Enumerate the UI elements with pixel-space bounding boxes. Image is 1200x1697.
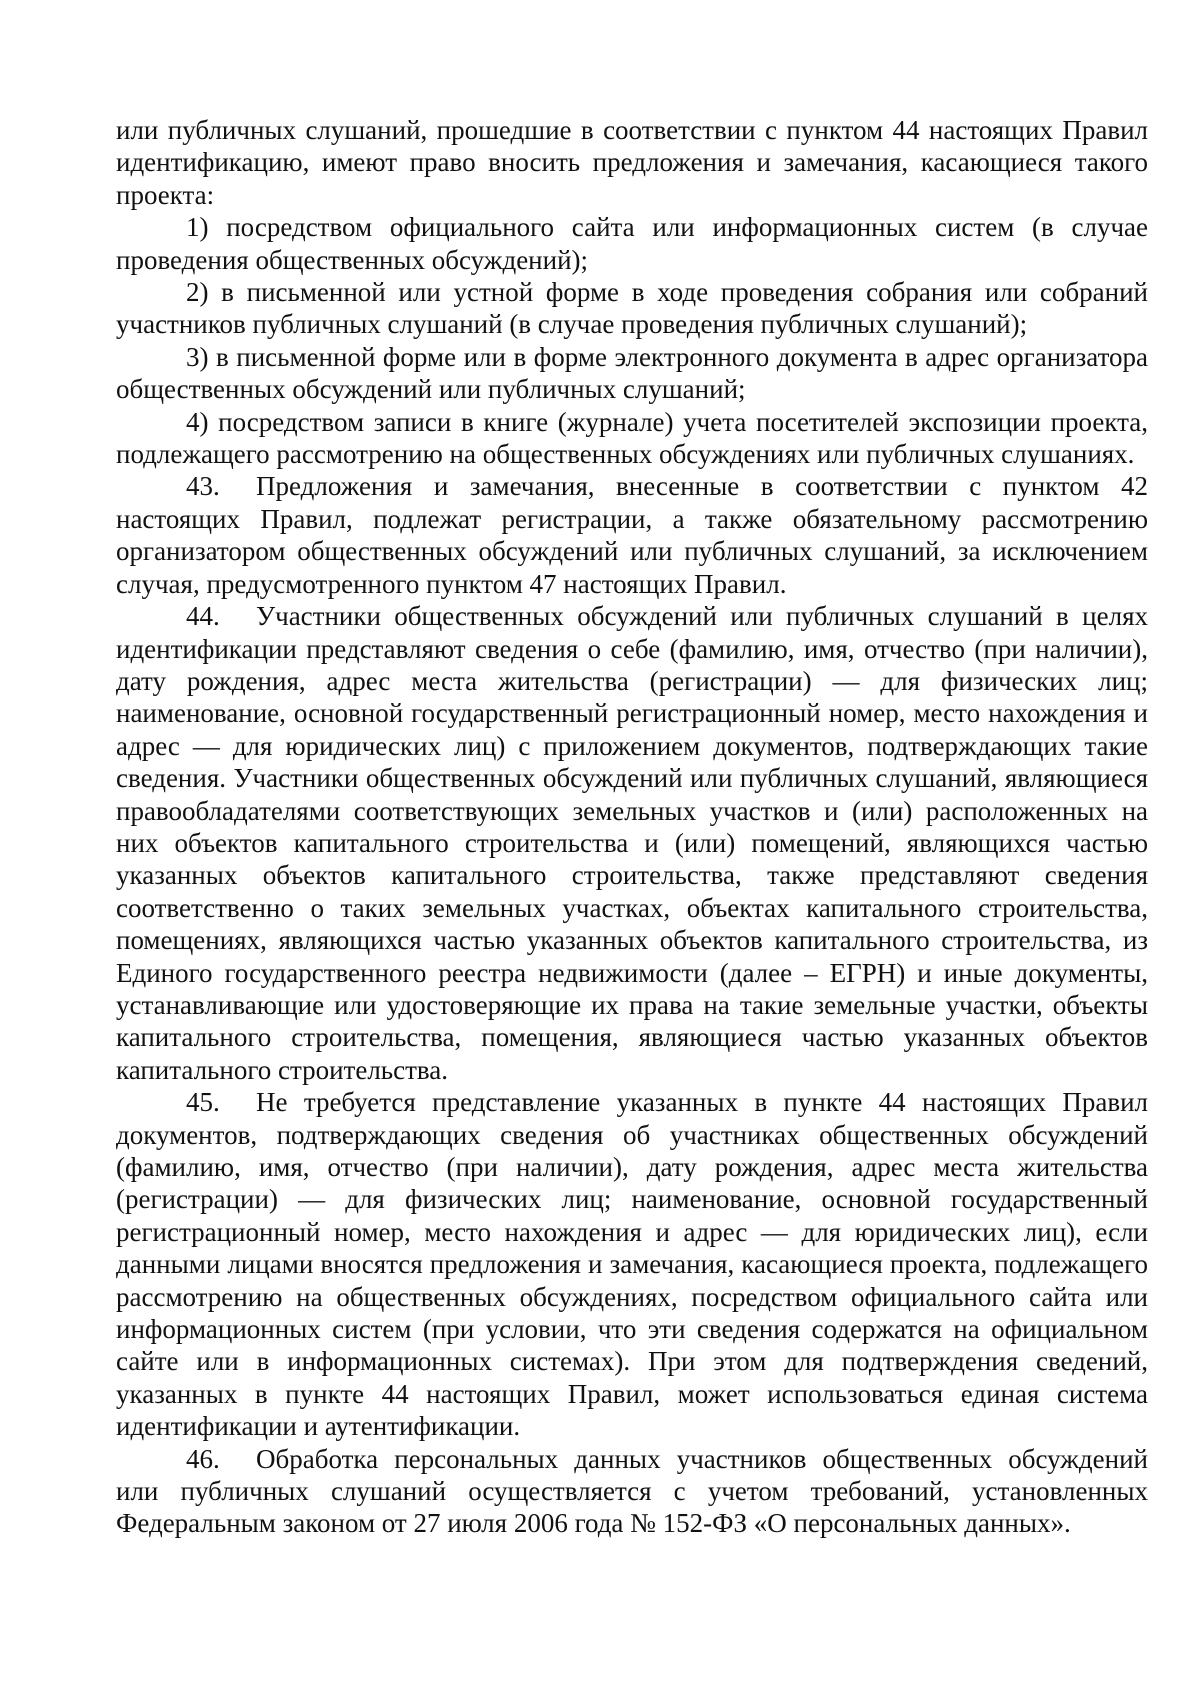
paragraph-number: 44. bbox=[186, 601, 220, 632]
paragraph-text: 4) посредством записи в книге (журнале) учета посетителей экспозиции проекта, подлежащего рассмотрению на общественных обсуждениях или публичных слушаниях. bbox=[116, 406, 1148, 470]
paragraph-text: Предложения и замечания, внесенные в соответствии с пунктом 42 настоящих Правил, подлежат регистрации, а также обязательному рассмотрению организатором общественных обсуждений или публичных слушаний, за исключением случая, предусмотренного пунктом 47 настоящих Правил. bbox=[116, 471, 1148, 599]
paragraph-46 bbox=[116, 1443, 1148, 1540]
paragraph-text: 3) в письменной форме или в форме электронного документа в адрес организатора общественных обсуждений или публичных слушаний; bbox=[116, 341, 1148, 405]
paragraph-text: Участники общественных обсуждений или публичных слушаний в целях идентификации представляют сведения о себе (фамилию, имя, отчество (при наличии), дату рождения, адрес места жительства (регистрации) — для физических лиц; наименование, основной государственный регистрационный номер, место нахождения и адрес — для юридических лиц) с приложением документов, подтверждающих такие сведения. Участники общественных обсуждений или публичных слушаний, являющиеся правообладателями соответствующих земельных участков и (или) расположенных на них объектов капитального строительства и (или) помещений, являющихся частью указанных объектов капитального строительства, также представляют сведения соответственно о таких земельных участках, объектах капитального строительства, помещениях, являющихся частью указанных объектов капитального строительства, из Единого государственного реестра недвижимости (далее – ЕГРН) и иные документы, устанавливающие или удостоверяющие их права на такие земельные участки, объекты капитального строительства, помещения, являющиеся частью указанных объектов капитального строительства. bbox=[116, 601, 1148, 1085]
paragraph-text: 1) посредством официального сайта или информационных систем (в случае проведения общественных обсуждений); bbox=[116, 212, 1148, 275]
paragraph-number: 45. bbox=[186, 1087, 220, 1118]
paragraph-45 bbox=[116, 1086, 1148, 1442]
paragraph-number: 46. bbox=[186, 1443, 220, 1474]
paragraph-42-item-4 bbox=[116, 406, 1148, 471]
paragraph-text: 2) в письменной или устной форме в ходе проведения собрания или собраний участников публичных слушаний (в случае проведения публичных слушаний); bbox=[116, 277, 1148, 340]
paragraph-43 bbox=[116, 470, 1148, 600]
paragraph-42-item-1 bbox=[116, 211, 1148, 276]
paragraph-text: Обработка персональных данных участников общественных обсуждений или публичных слушаний осуществляется с учетом требований, установленных Федеральным законом от 27 июля 2006 года № 152-ФЗ «О персональных данных». bbox=[116, 1443, 1148, 1539]
paragraph-text: или публичных слушаний, прошедшие в соответствии с пунктом 44 настоящих Правил идентификацию, имеют право вносить предложения и замечания, касающиеся такого проекта: bbox=[116, 115, 1148, 210]
paragraph-intro bbox=[116, 114, 1148, 211]
paragraph-42-item-2 bbox=[116, 276, 1148, 341]
paragraph-44 bbox=[116, 600, 1148, 1086]
document-body bbox=[116, 114, 1148, 1540]
paragraph-number: 43. bbox=[186, 471, 220, 502]
paragraph-text: Не требуется представление указанных в пункте 44 настоящих Правил документов, подтверждающих сведения об участниках общественных обсуждений (фамилию, имя, отчество (при наличии), дату рождения, адрес места жительства (регистрации) — для физических лиц; наименование, основной государственный регистрационный номер, место нахождения и адрес — для юридических лиц), если данными лицами вносятся предложения и замечания, касающиеся проекта, подлежащего рассмотрению на общественных обсуждениях, посредством официального сайта или информационных систем (при условии, что эти сведения содержатся на официальном сайте или в информационных системах). При этом для подтверждения сведений, указанных в пункте 44 настоящих Правил, может использоваться единая система идентификации и аутентификации. bbox=[116, 1087, 1148, 1442]
paragraph-42-item-3 bbox=[116, 341, 1148, 406]
